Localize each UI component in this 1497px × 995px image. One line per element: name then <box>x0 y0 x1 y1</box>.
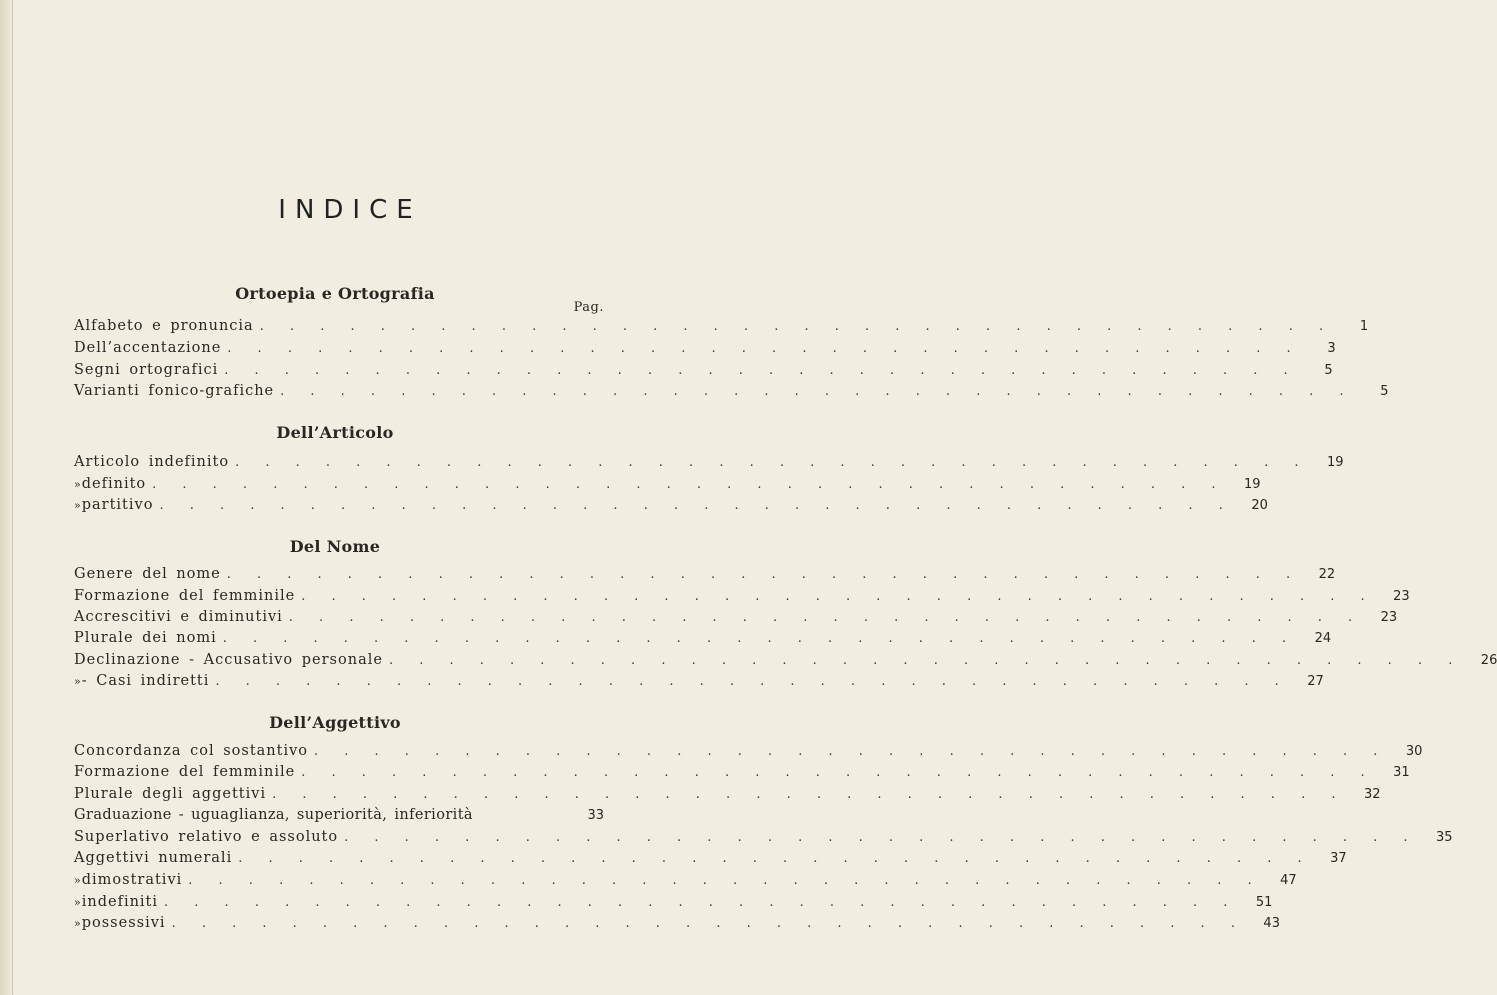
ditto-mark: » <box>74 874 82 887</box>
page-column-label: Pag. <box>573 300 604 315</box>
toc-entry[interactable] <box>74 454 1344 475</box>
ditto-mark: » <box>74 675 82 688</box>
dot-leader: . . . . . . . . . . . . . . . . . . . . . . . . . . . . . . . . . . . . <box>388 653 1464 668</box>
dot-leader: . . . . . . . . . . . . . . . . . . . . . . . . . . . . . . . . . . . . <box>301 765 1376 780</box>
dot-leader: . . . . . . . . . . . . . . . . . . . . . . . . . . . . . . . . . . . . <box>159 498 1234 513</box>
toc-entry-label: - Casi indiretti <box>81 673 210 689</box>
toc-entry-label: Genere del nome <box>74 566 221 582</box>
toc-entry-page: 19 <box>1326 455 1344 470</box>
toc-entry-page: 47 <box>1280 873 1297 888</box>
dot-leader: . . . . . . . . . . . . . . . . . . . . . . . . . . . . . . . . . . . . <box>238 851 1313 866</box>
toc-entry-page: 1 <box>1359 319 1369 334</box>
dot-leader: . . . . . . . . . . . . . . . . . . . . . . . . . . . . . . . . . . . . <box>171 916 1246 931</box>
toc-entry-label: dimostrativi <box>81 872 183 888</box>
dot-leader: . . . . . . . . . . . . . . . . . . . . . . . . . . . . . . . . . . . . <box>314 744 1389 759</box>
dot-leader: . . . . . . . . . . . . . . . . . . . . . . . . . . . . . . . . . . . . <box>344 830 1419 845</box>
toc-entry[interactable] <box>74 362 1333 383</box>
toc-entry[interactable] <box>74 743 1423 764</box>
toc-entry[interactable] <box>74 588 1410 609</box>
ditto-mark: » <box>74 499 82 512</box>
section-heading-nome: Del Nome <box>289 537 381 556</box>
toc-entry-page: 43 <box>1263 916 1280 931</box>
dot-leader: . . . . . . . . . . . . . . . . . . . . . . . . . . . . . . . . . . . . <box>224 363 1299 378</box>
dot-leader: . . . . . . . . . . . . . . . . . . . . . . . . . . . . . . . . . . . . <box>288 610 1364 625</box>
toc-entry-page: 32 <box>1363 787 1381 802</box>
toc-entry-label: partitivo <box>81 497 154 513</box>
toc-entry-label: definito <box>81 476 147 492</box>
toc-entry[interactable] <box>74 829 1453 850</box>
toc-entry-page: 23 <box>1380 610 1398 625</box>
ditto-mark: » <box>74 896 82 909</box>
toc-entry-label: Dell’accentazione <box>74 340 222 356</box>
dot-leader: . . . . . . . . . . . . . . . . . . . . . . . . . . . . . . . . . . . . <box>280 384 1355 399</box>
dot-leader: . . . . . . . . . . . . . . . . . . . . . . . . . . . . . . . . . . . . <box>226 567 1302 582</box>
toc-entry[interactable] <box>74 652 1497 673</box>
toc-entry[interactable] <box>74 915 1280 936</box>
toc-entry-page: 19 <box>1244 477 1261 492</box>
toc-entry-label: Graduazione - uguaglianza, superiorità, inferiorità <box>74 807 473 823</box>
section-heading-articolo: Dell’Articolo <box>276 423 394 442</box>
toc-entry[interactable] <box>74 764 1410 785</box>
dot-leader: . . . . . . . . . . . . . . . . . . . . . . . . . . . . . . . . . . . . <box>188 873 1263 888</box>
toc-entry-label: Plurale degli aggettivi <box>74 786 267 802</box>
dot-leader: . . . . . . . . . . . . . . . . . . . . . . . . . . . . . . . . . . . . <box>152 477 1227 492</box>
dot-leader: . . . . . . . . . . . . . . . . . . . . . . . . . . . . . . . . . . . . <box>222 631 1298 646</box>
toc-entry[interactable] <box>74 497 1268 518</box>
toc-entry-page: 51 <box>1255 895 1273 910</box>
toc-entry[interactable] <box>74 894 1273 915</box>
toc-entry[interactable] <box>74 566 1336 587</box>
toc-entry[interactable] <box>74 872 1297 893</box>
toc-entry-page: 3 <box>1327 341 1336 356</box>
toc-entry-page: 20 <box>1251 498 1268 513</box>
toc-entry-page: 30 <box>1405 744 1423 759</box>
section-heading-ortoepia: Ortoepia e Ortografia <box>235 284 435 303</box>
toc-entry-page: 24 <box>1314 631 1332 646</box>
toc-entry-label: possessivi <box>81 915 166 931</box>
dot-leader: . . . . . . . . . . . . . . . . . . . . . . . . . . . . . . . . . . . . <box>235 455 1310 470</box>
section-heading-aggettivo: Dell’Aggettivo <box>269 713 401 732</box>
toc-entry-label: Superlativo relativo e assoluto <box>74 829 339 845</box>
page-binding-edge <box>0 0 16 995</box>
dot-leader: . . . . . . . . . . . . . . . . . . . . . . . . . . . . . . . . . . . . <box>215 674 1290 689</box>
toc-entry-page: 37 <box>1330 851 1347 866</box>
toc-entry-label: Formazione del femminile <box>74 588 296 604</box>
toc-entry-page: 5 <box>1380 384 1389 399</box>
toc-entry-label: Declinazione - Accusativo personale <box>74 652 383 668</box>
toc-entry-page: 23 <box>1393 589 1410 604</box>
toc-entry-page: 33 <box>587 808 604 823</box>
toc-entry-page: 35 <box>1435 830 1453 845</box>
toc-entry[interactable] <box>74 609 1398 630</box>
dot-leader: . . . . . . . . . . . . . . . . . . . . . . . . . . . . . . . . . . . . <box>259 319 1335 334</box>
toc-entry-label: Concordanza col sostantivo <box>74 743 309 759</box>
page-title: INDICE <box>278 195 422 226</box>
toc-entry-label: Aggettivi numerali <box>74 850 233 866</box>
toc-entry[interactable] <box>74 850 1347 871</box>
toc-entry[interactable] <box>74 786 1381 807</box>
toc-entry[interactable] <box>74 630 1332 651</box>
toc-entry-label: Plurale dei nomi <box>74 630 217 646</box>
toc-entry-page: 26 <box>1480 653 1497 668</box>
toc-entry[interactable] <box>74 318 1369 339</box>
toc-entry-label: Accrescitivi e diminutivi <box>74 609 283 625</box>
toc-entry-page: 5 <box>1324 363 1333 378</box>
toc-entry[interactable] <box>74 383 1389 404</box>
toc-entry-page: 27 <box>1307 674 1324 689</box>
toc-entry[interactable] <box>74 807 604 828</box>
toc-entry-label: Segni ortografici <box>74 362 219 378</box>
toc-entry-label: indefiniti <box>81 894 159 910</box>
toc-entry-page: 22 <box>1318 567 1336 582</box>
toc-entry-label: Varianti fonico-grafiche <box>74 383 275 399</box>
dot-leader: . . . . . . . . . . . . . . . . . . . . . . . . . . . . . . . . . . . . <box>301 589 1376 604</box>
ditto-mark: » <box>74 917 82 930</box>
dot-leader: . . . . . . . . . . . . . . . . . . . . . . . . . . . . . . . . . . . . <box>272 787 1347 802</box>
toc-entry-label: Formazione del femminile <box>74 764 296 780</box>
ditto-mark: » <box>74 478 82 491</box>
toc-entry[interactable] <box>74 476 1261 497</box>
dot-leader: . . . . . . . . . . . . . . . . . . . . . . . . . . . . . . . . . . . . <box>164 895 1239 910</box>
toc-entry-page: 31 <box>1393 765 1410 780</box>
toc-entry[interactable] <box>74 673 1324 694</box>
toc-entry-label: Alfabeto e pronuncia <box>74 318 254 334</box>
toc-entry-label: Articolo indefinito <box>74 454 230 470</box>
dot-leader: . . . . . . . . . . . . . . . . . . . . . . . . . . . . . . . . . . . . <box>227 341 1302 356</box>
toc-entry[interactable] <box>74 340 1336 361</box>
